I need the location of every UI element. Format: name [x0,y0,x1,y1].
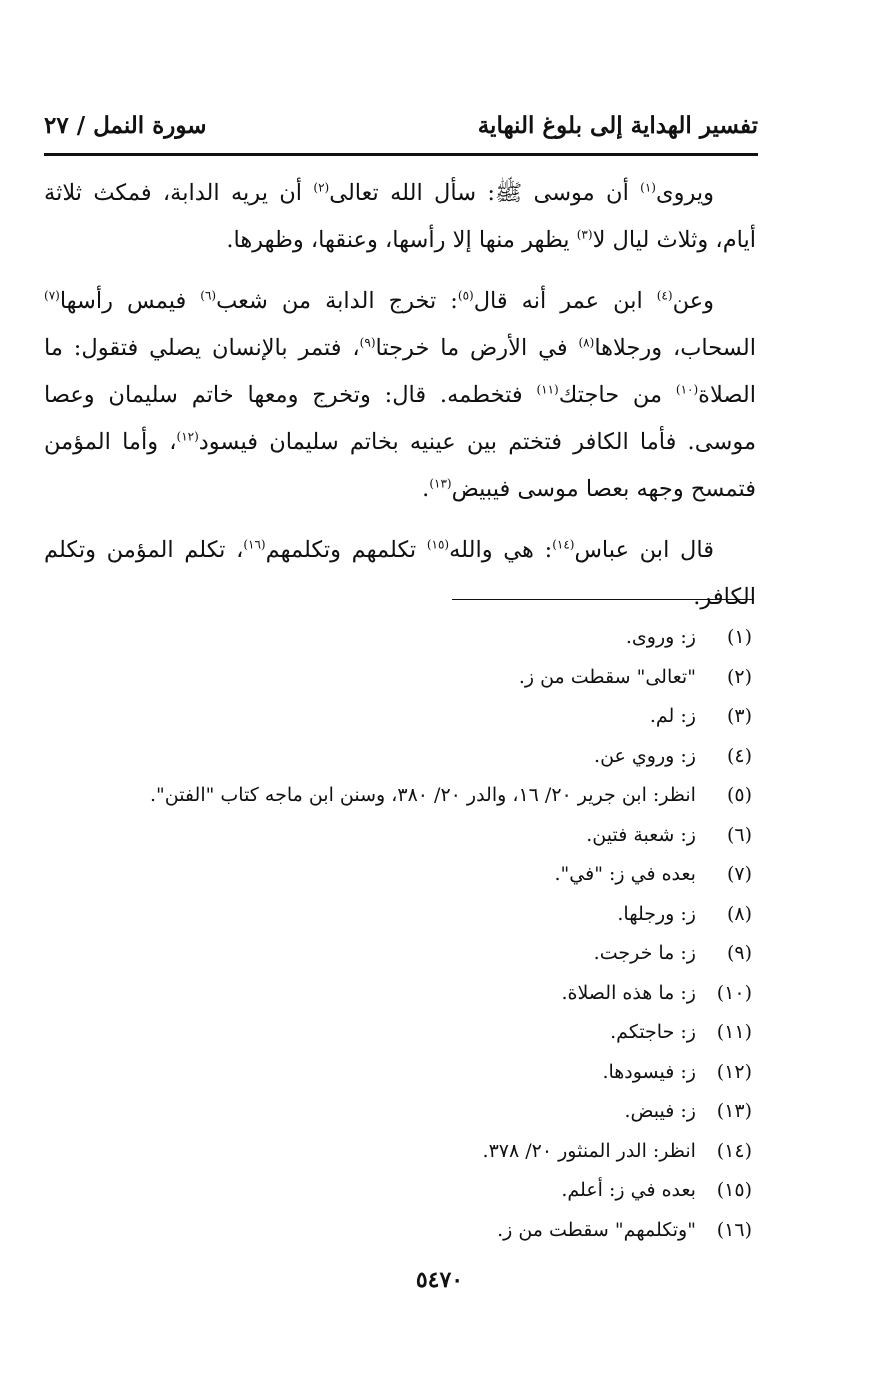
footnote-text: ز: فيسودها. [602,1060,696,1083]
footnote-number: (١٣) [716,1100,752,1122]
text-segment: ، تكلم المؤمن وتكلم الكافر. [44,537,756,610]
footnote-marker: (١) [640,180,656,195]
footnote-number: (٦) [726,823,752,846]
footnote-text: ز: شعبة فتين. [586,823,696,846]
footnote-item [44,1211,752,1251]
footnote-text: ز: ورجلها. [617,902,696,925]
footnote-text: "وتكلمهم" سقطت من ز. [497,1218,696,1241]
text-segment: قال ابن عباس [574,537,714,563]
footnote-text: ز: حاجتكم. [610,1021,696,1043]
text-segment: ، فتمر بالإنسان يصلي فتقول: ما الصلاة [44,335,756,408]
text-segment: : تخرج الدابة من شعب [216,288,458,314]
text-segment: أن موسى ﷺ: سأل الله تعالى [329,180,641,206]
main-text [44,170,756,621]
footnote-number: (١٠) [716,981,752,1004]
footnote-text: ز: وروى. [625,626,696,648]
footnote-number: (٣) [726,705,752,727]
footnote-text: ز: ما هذه الصلاة. [561,981,696,1004]
footnote-text: انظر: ابن جرير ٢٠/ ١٦، والدر ٢٠/ ٣٨٠، وسنن ابن ماجه كتاب "الفتن". [149,784,696,806]
footnote-marker: (١٦) [243,537,266,552]
footnote-text: بعده في ز: أعلم. [561,1179,696,1201]
footnote-number: (١١) [716,1021,752,1043]
footnote-item [44,618,752,658]
text-segment: السحاب، ورجلاها [594,335,756,361]
footnote-item [44,855,752,895]
footnote-item [44,697,752,737]
footnote-marker: (٤) [656,288,673,303]
footnote-text: ز: وروي عن. [594,744,696,767]
text-segment: . [422,476,430,502]
footnote-marker: (١٤) [552,537,575,552]
footnote-marker: (١٥) [426,537,450,552]
text-segment: تكلمهم وتكلمهم [265,537,427,563]
footnote-marker: (٩) [359,335,376,350]
footnote-number: (٨) [726,902,752,925]
footnote-marker: (٣) [576,227,593,242]
page-number: ٥٤٧٠ [415,1267,464,1293]
footnote-marker: (١١) [536,382,559,397]
footnote-text: بعده في ز: "في". [554,863,696,885]
text-segment: وعن [672,288,714,314]
text-segment: في الأرض ما خرجتا [375,335,579,361]
footnote-marker: (٨) [578,335,595,350]
footnote-text: ز: لم. [649,705,696,727]
footnote-item [44,1171,752,1211]
footnote-number: (٥) [726,784,752,806]
footnote-item [44,895,752,935]
footnote-text: ز: فيبض. [624,1100,696,1122]
footnote-list [44,618,752,1250]
footnote-marker: (٥) [457,288,474,303]
text-segment: من حاجتك [558,382,676,408]
footnote-item [44,1053,752,1093]
surah-label: سورة النمل / ٢٧ [44,112,207,139]
footnote-marker: (٦) [200,288,217,303]
footnote-item [44,934,752,974]
footnote-marker: (٧) [44,288,60,303]
footnote-marker: (١٠) [675,382,699,397]
footnote-number: (٩) [726,942,752,964]
text-segment: أن يريه الدابة، فمكث ثلاثة أيام، وثلاث ليال لا [44,180,756,253]
text-segment: يظهر منها إلا رأسها، وعنقها، وظهرها. [226,227,577,253]
book-title: تفسير الهداية إلى بلوغ النهاية [477,112,758,139]
footnote-number: (١٢) [716,1060,752,1083]
footnote-text: انظر: الدر المنثور ٢٠/ ٣٧٨. [482,1139,696,1162]
footnote-number: (٤) [726,744,752,767]
footnote-divider [452,599,754,600]
footnote-item [44,1132,752,1172]
paragraph [44,527,756,621]
footnote-item [44,658,752,698]
footnote-number: (٧) [726,863,752,885]
paragraph [44,170,756,264]
footnote-item [44,776,752,816]
header-divider [44,153,758,156]
footnote-text: ز: ما خرجت. [593,942,696,964]
footnote-item [44,1092,752,1132]
footnote-item [44,737,752,777]
footnote-item [44,816,752,856]
footnote-item [44,974,752,1014]
text-segment: ابن عمر أنه قال [473,288,657,314]
paragraph [44,278,756,513]
footnote-number: (١٥) [716,1179,752,1201]
text-segment: فيمس رأسها [59,288,201,314]
text-segment: فتخطمه. قال: وتخرج ومعها خاتم سليمان وعصا موسى. فأما الكافر فتختم بين عينيه بخاتم سليمان فيسود [44,382,756,455]
footnote-number: (١) [726,626,752,648]
footnote-marker: (٢) [313,180,330,195]
footnote-number: (٢) [726,665,752,688]
footnote-item [44,1013,752,1053]
text-segment: : هي والله [449,537,553,563]
footnote-marker: (١٣) [429,476,452,491]
footnote-number: (١٦) [716,1218,752,1241]
footnote-marker: (١٢) [176,429,199,444]
footnote-text: "تعالى" سقطت من ز. [518,665,696,688]
footnote-number: (١٤) [716,1139,752,1162]
text-segment: ويروى [655,180,714,206]
running-header [44,108,758,150]
text-segment: ، وأما المؤمن فتمسح وجهه بعصا موسى فيبيض [44,429,756,502]
